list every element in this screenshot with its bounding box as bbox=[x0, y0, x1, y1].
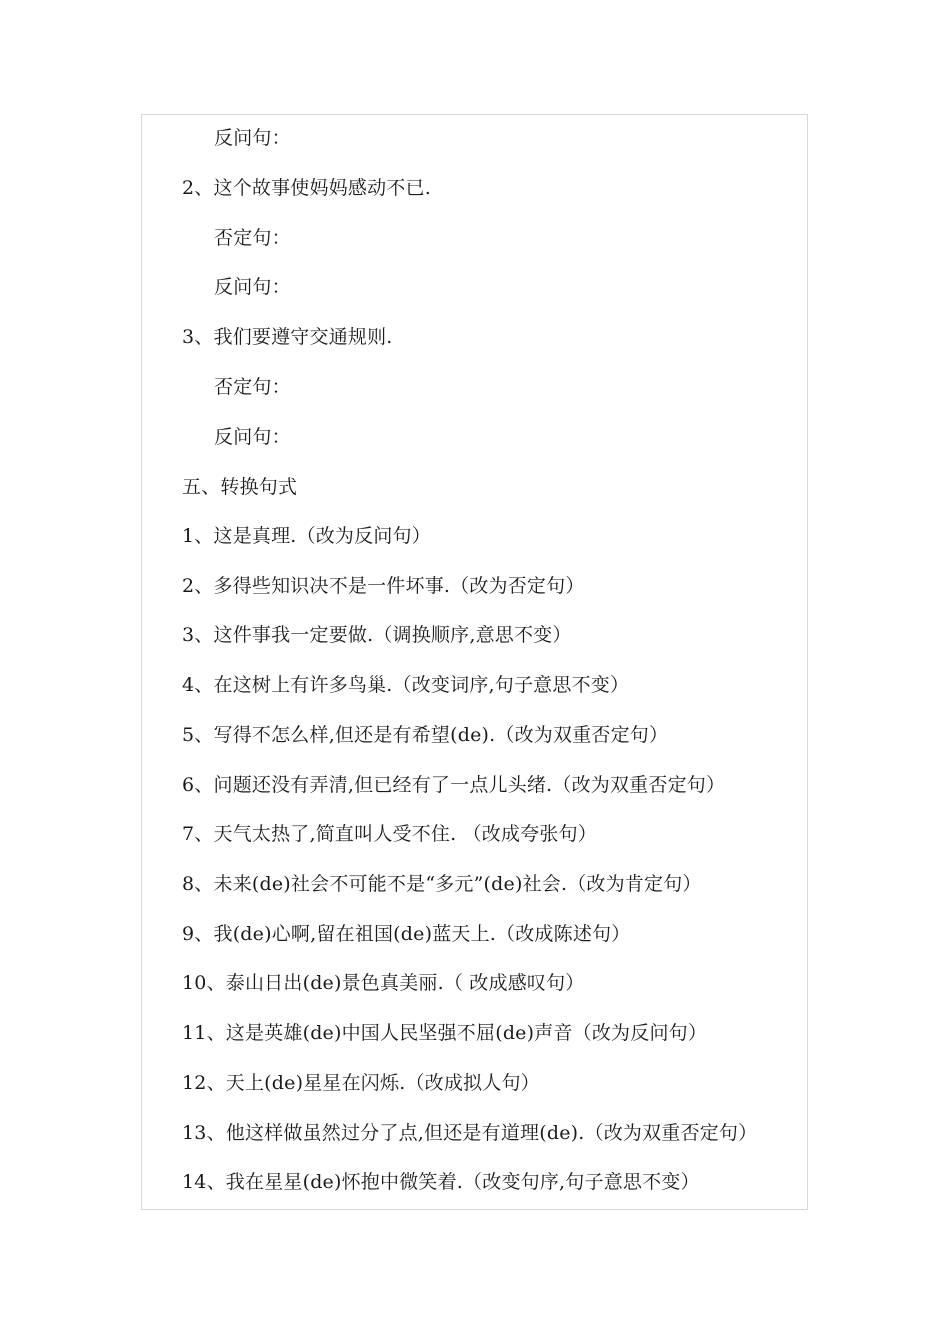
list-item: 14、我在星星(de)怀抱中微笑着.（改变句序,句子意思不变） bbox=[182, 1171, 700, 1193]
list-item: 9、我(de)心啊,留在祖国(de)蓝天上.（改成陈述句） bbox=[182, 923, 631, 945]
list-item: 5、写得不怎么样,但还是有希望(de).（改为双重否定句） bbox=[182, 724, 669, 746]
list-item: 4、在这树上有许多鸟巢.（改变词序,句子意思不变） bbox=[182, 674, 630, 696]
question-prompt-negative: 否定句： bbox=[214, 376, 291, 398]
list-item: 1、这是真理.（改为反问句） bbox=[182, 525, 431, 547]
question-prompt-rhetorical: 反问句： bbox=[214, 127, 291, 149]
question-prompt-rhetorical: 反问句： bbox=[214, 276, 291, 298]
list-item: 11、这是英雄(de)中国人民坚强不屈(de)声音（改为反问句） bbox=[182, 1022, 708, 1044]
list-item: 10、泰山日出(de)景色真美丽.（ 改成感叹句） bbox=[182, 972, 585, 994]
list-item: 7、天气太热了,简直叫人受不住. （改成夸张句） bbox=[182, 823, 598, 845]
exercise-item-3: 3、我们要遵守交通规则. bbox=[182, 326, 393, 348]
list-item: 6、问题还没有弄清,但已经有了一点儿头绪.（改为双重否定句） bbox=[182, 774, 726, 796]
question-prompt-rhetorical: 反问句： bbox=[214, 426, 291, 448]
list-item: 13、他这样做虽然过分了点,但还是有道理(de).（改为双重否定句） bbox=[182, 1122, 758, 1144]
question-prompt-negative: 否定句： bbox=[214, 227, 291, 249]
exercise-item-2: 2、这个故事使妈妈感动不已. bbox=[182, 177, 431, 199]
section-heading: 五、转换句式 bbox=[182, 476, 298, 498]
list-item: 8、未来(de)社会不可能不是“多元”(de)社会.（改为肯定句） bbox=[182, 873, 702, 895]
list-item: 12、天上(de)星星在闪烁.（改成拟人句） bbox=[182, 1072, 540, 1094]
list-item: 2、多得些知识决不是一件坏事.（改为否定句） bbox=[182, 575, 585, 597]
list-item: 3、这件事我一定要做.（调换顺序,意思不变） bbox=[182, 624, 572, 646]
